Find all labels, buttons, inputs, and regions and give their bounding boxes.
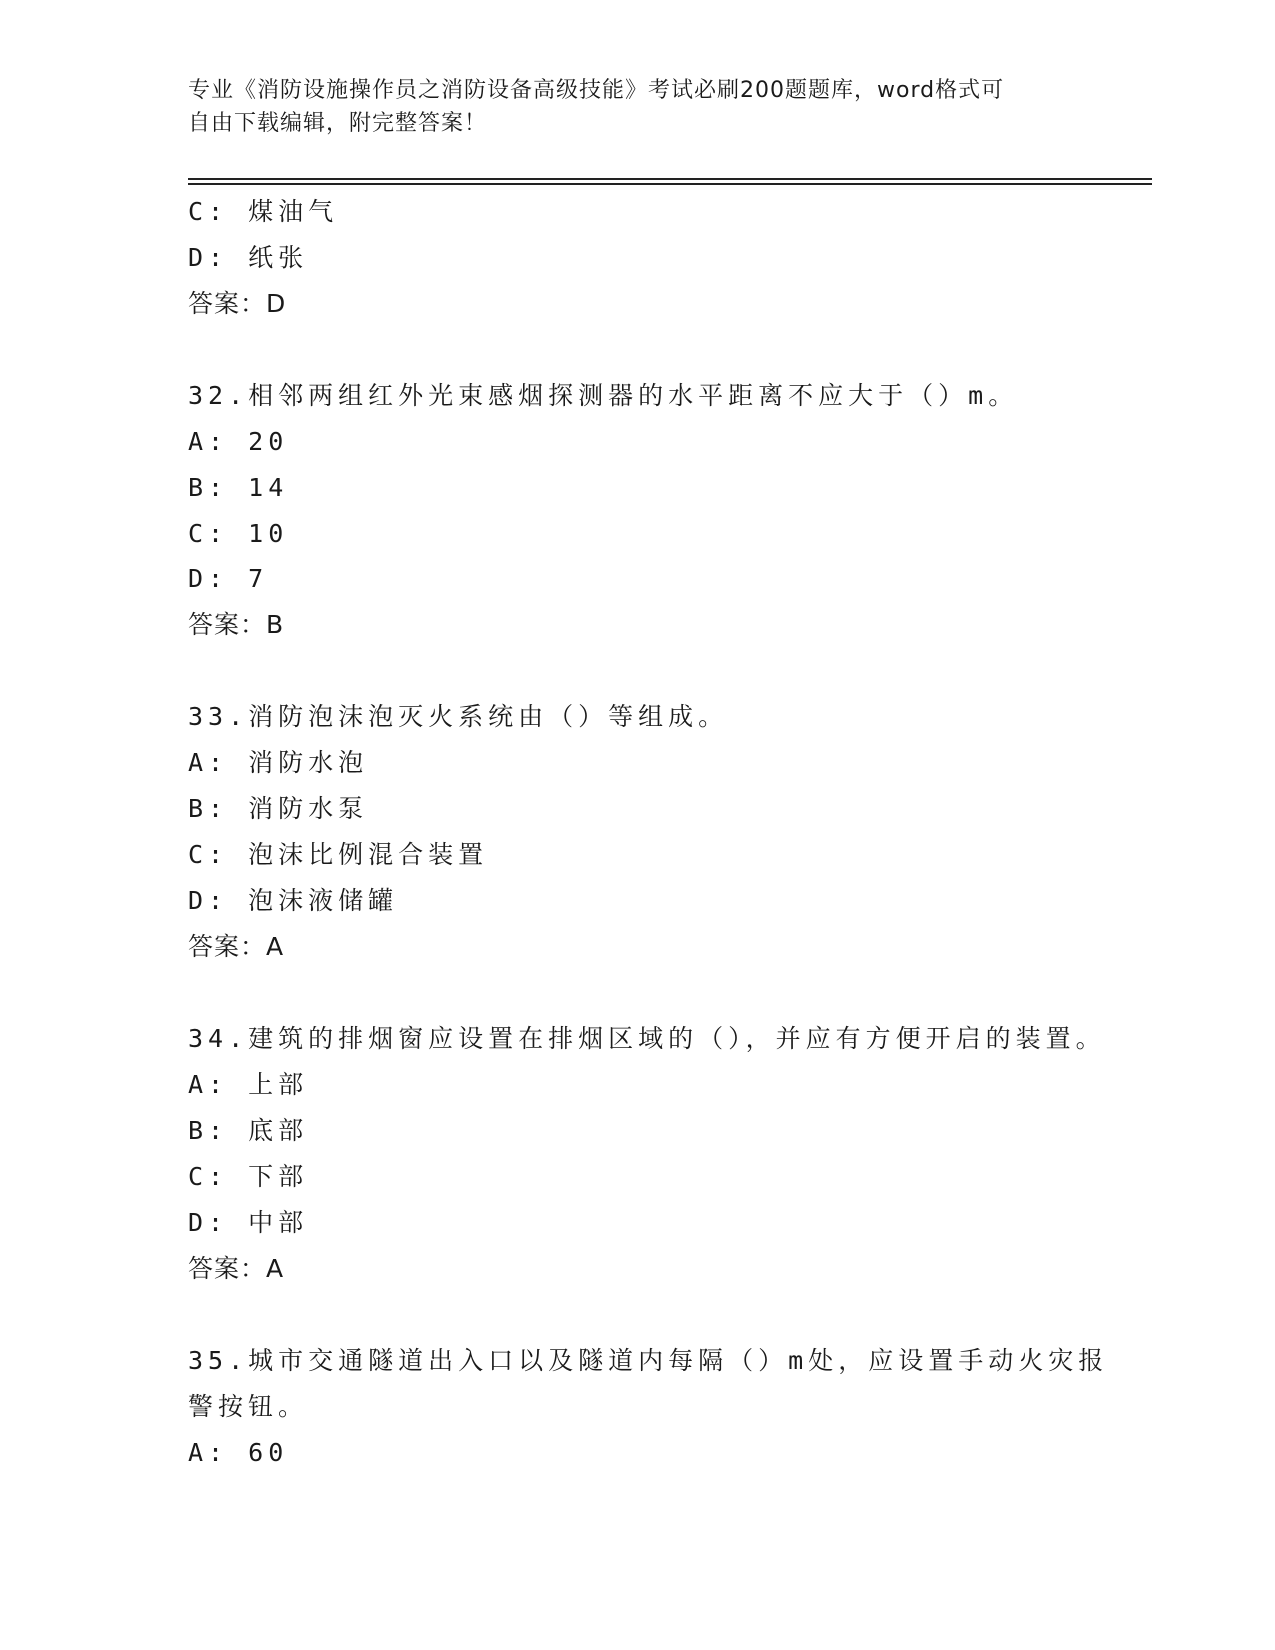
text-line: B: 14: [188, 473, 289, 502]
header-line-2: 自由下载编辑，附完整答案！: [188, 111, 488, 136]
text-line: 35.城市交通隧道出入口以及隧道内每隔（）m处，应设置手动火灾报: [188, 1346, 1109, 1375]
text-line: D: 7: [188, 564, 269, 593]
text-line: C: 10: [188, 519, 289, 548]
header-divider-bottom: [188, 183, 1152, 185]
text-line: 警按钮。: [188, 1392, 309, 1421]
text-line: A: 消防水泡: [188, 748, 369, 777]
header-divider-top: [188, 178, 1152, 180]
text-line: C: 煤油气: [188, 197, 339, 226]
text-line: 34.建筑的排烟窗应设置在排烟区域的（），并应有方便开启的装置。: [188, 1024, 1106, 1053]
text-line: C: 下部: [188, 1162, 309, 1191]
text-line: D: 泡沫液储罐: [188, 886, 399, 915]
answer-line: 答案：D: [188, 289, 287, 318]
text-line: B: 底部: [188, 1116, 309, 1145]
answer-line: 答案：A: [188, 932, 285, 961]
text-line: 32.相邻两组红外光束感烟探测器的水平距离不应大于（）m。: [188, 381, 1019, 410]
text-line: A: 60: [188, 1438, 289, 1467]
text-line: C: 泡沫比例混合装置: [188, 840, 489, 869]
header-line-1: 专业《消防设施操作员之消防设备高级技能》考试必刷200题题库，word格式可: [188, 78, 1005, 103]
text-line: A: 20: [188, 427, 289, 456]
text-line: A: 上部: [188, 1070, 309, 1099]
answer-line: 答案：A: [188, 1254, 285, 1283]
document-header: [188, 74, 1068, 140]
text-line: B: 消防水泵: [188, 794, 369, 823]
text-line: D: 纸张: [188, 243, 309, 272]
text-line: D: 中部: [188, 1208, 309, 1237]
text-line: 33.消防泡沫泡灭火系统由（）等组成。: [188, 702, 729, 731]
answer-line: 答案：B: [188, 610, 285, 639]
